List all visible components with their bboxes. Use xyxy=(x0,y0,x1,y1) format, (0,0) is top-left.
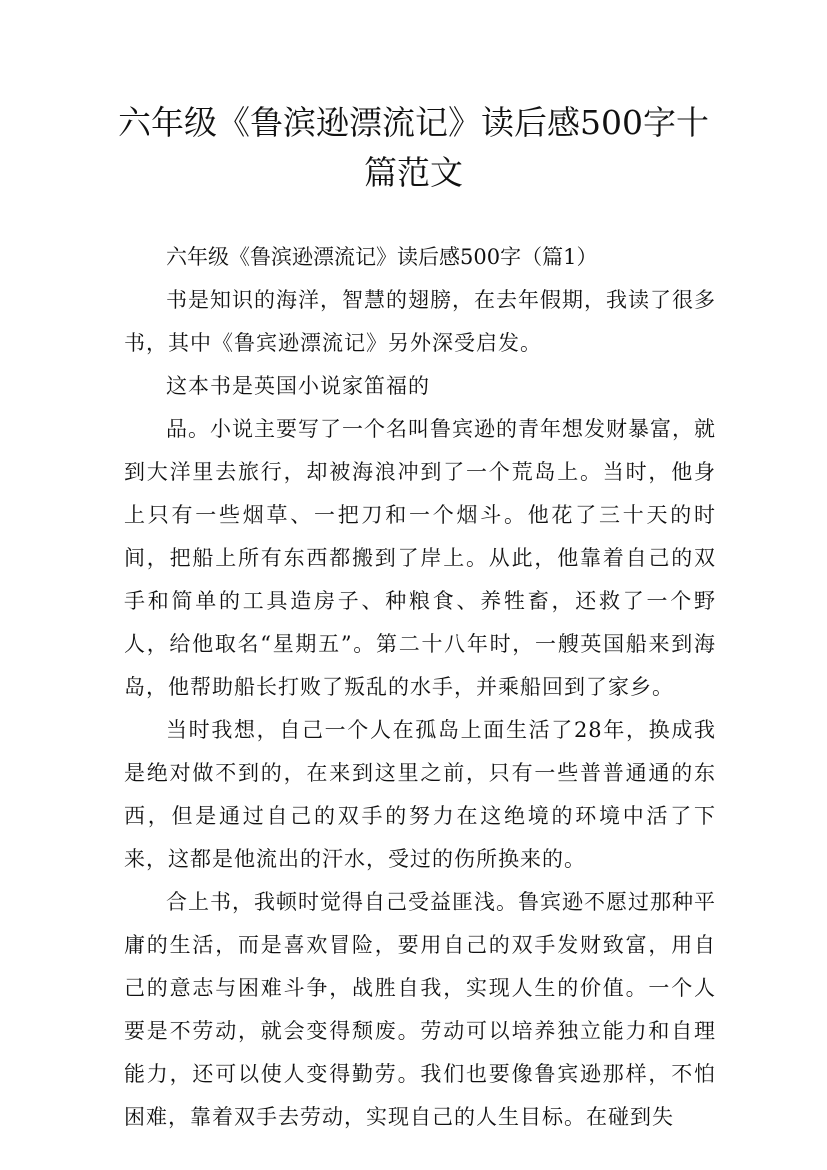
paragraph: 当时我想，自己一个人在孤岛上面生活了28年，换成我是绝对做不到的，在来到这里之前，只有一些普普通通的东西，但是通过自己的双手的努力在这绝境的环境中活了下来，这都是他流出的汗水，受过的伤所换来的。 xyxy=(124,718,716,871)
paragraph: 品。小说主要写了一个名叫鲁宾逊的青年想发财暴富，就到大洋里去旅行，却被海浪冲到了一个荒岛上。当时，他身上只有一些烟草、一把刀和一个烟斗。他花了三十天的时间，把船上所有东西都搬到了岸上。从此，他靠着自己的双手和简单的工具造房子、种粮食、养牲畜，还救了一个野人，给他取名“星期五”。第二十八年时，一艘英国船来到海岛，他帮助船长打败了叛乱的水手，并乘船回到了家乡。 xyxy=(124,417,716,699)
document-body xyxy=(124,236,716,1139)
paragraph: 书是知识的海洋，智慧的翅膀，在去年假期，我读了很多书，其中《鲁宾逊漂流记》另外深受启发。 xyxy=(124,288,716,355)
document-title: 六年级《鲁滨逊漂流记》读后感500字十篇范文 xyxy=(118,103,709,192)
section-heading: 六年级《鲁滨逊漂流记》读后感500字（篇1） xyxy=(166,245,598,269)
paragraph: 合上书，我顿时觉得自己受益匪浅。鲁宾逊不愿过那种平庸的生活，而是喜欢冒险，要用自己的双手发财致富，用自己的意志与困难斗争，战胜自我，实现人生的价值。一个人要是不劳动，就会变得颓废。劳动可以培养独立能力和自理能力，还可以使人变得勤劳。我们也要像鲁宾逊那样，不怕困难，靠着双手去劳动，实现自己的人生目标。在碰到失 xyxy=(124,890,716,1129)
paragraph: 这本书是英国小说家笛福的 xyxy=(166,374,430,398)
